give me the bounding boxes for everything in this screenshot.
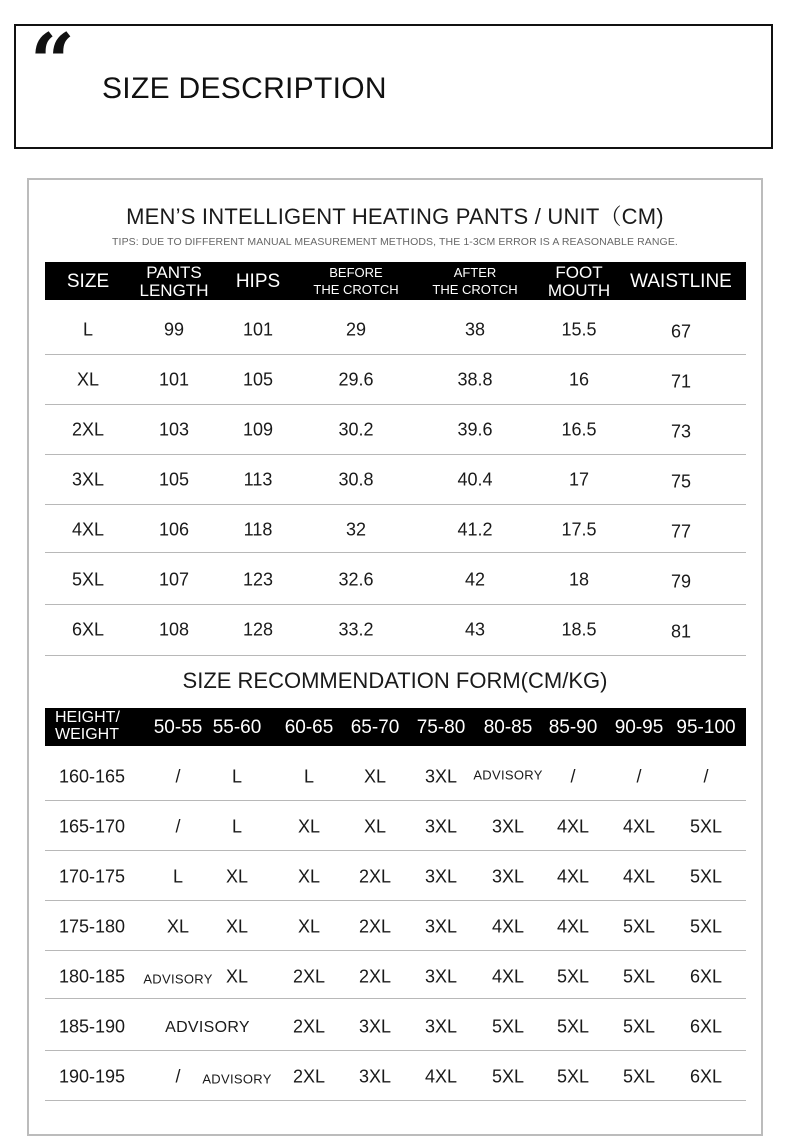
- size-row: [45, 304, 746, 355]
- recommendation-cell: /: [636, 766, 642, 787]
- size-col-header: [548, 262, 610, 300]
- size-cell: 108: [158, 619, 190, 640]
- size-cell: 77: [670, 521, 692, 542]
- recommendation-row: [45, 800, 746, 851]
- recommendation-cell: XL: [225, 866, 249, 887]
- weight-col-header: 95-100: [676, 716, 736, 738]
- recommendation-row: [45, 850, 746, 901]
- size-panel: [27, 178, 763, 1136]
- size-col-header-line: WAISTLINE: [630, 270, 732, 292]
- recommendation-cell: 5XL: [689, 916, 723, 937]
- size-col-header: [630, 262, 732, 300]
- size-cell: 2XL: [71, 419, 105, 440]
- size-cell: 29.6: [338, 369, 374, 390]
- size-cell: 109: [242, 419, 274, 440]
- recommendation-cell: 2XL: [292, 966, 326, 987]
- recommendation-cell: /: [703, 766, 709, 787]
- recommendation-row: [45, 950, 746, 999]
- corner-line: HEIGHT/: [55, 709, 120, 727]
- size-cell: 32.6: [338, 569, 374, 590]
- height-cell: 180-185: [58, 966, 126, 987]
- header-box: [14, 17, 773, 149]
- size-cell: 29: [345, 319, 367, 340]
- recommendation-cell: 5XL: [622, 1016, 656, 1037]
- size-chart-title: MEN’S INTELLIGENT HEATING PANTS / UNIT（CM): [126, 204, 664, 229]
- recommendation-cell: 2XL: [358, 866, 392, 887]
- advisory-cell: ADVISORY: [202, 1071, 272, 1087]
- size-cell: 67: [670, 321, 692, 342]
- recommendation-cell: 5XL: [556, 1066, 590, 1087]
- size-cell: 17: [568, 469, 590, 490]
- size-cell: 106: [158, 519, 190, 540]
- weight-col-header: 90-95: [614, 716, 664, 738]
- size-col-header: [67, 262, 109, 300]
- size-cell: 30.8: [338, 469, 374, 490]
- weight-col-header: 75-80: [416, 716, 466, 738]
- recommendation-cell: 3XL: [358, 1066, 392, 1087]
- recommendation-cell: 3XL: [424, 816, 458, 837]
- size-col-header: [432, 262, 517, 300]
- recommendation-cell: 4XL: [424, 1066, 458, 1087]
- size-cell: 18.5: [561, 619, 597, 640]
- size-cell: 5XL: [71, 569, 105, 590]
- recommendation-cell: XL: [297, 866, 321, 887]
- size-cell: XL: [76, 369, 100, 390]
- size-col-header-line: SIZE: [66, 270, 110, 292]
- recommendation-cell: 5XL: [622, 916, 656, 937]
- recommendation-cell: XL: [225, 916, 249, 937]
- recommendation-cell: XL: [363, 766, 387, 787]
- size-cell: 103: [158, 419, 190, 440]
- size-col-header-line: MOUTH: [547, 280, 611, 300]
- recommendation-cell: 4XL: [622, 816, 656, 837]
- size-cell: 105: [158, 469, 190, 490]
- size-cell: 16.5: [561, 419, 597, 440]
- size-row: [45, 454, 746, 505]
- recommendation-row: [45, 900, 746, 951]
- size-col-header-line: THE CROTCH: [313, 282, 399, 297]
- size-cell: 39.6: [457, 419, 493, 440]
- recommendation-row: [45, 1000, 746, 1051]
- recommendation-cell: 4XL: [622, 866, 656, 887]
- size-cell: 99: [163, 319, 185, 340]
- recommendation-cell: 3XL: [424, 966, 458, 987]
- advisory-cell: ADVISORY: [143, 971, 213, 987]
- recommendation-cell: XL: [363, 816, 387, 837]
- quote-mark-icon: “: [30, 17, 75, 108]
- size-cell: 3XL: [71, 469, 105, 490]
- size-cell: 32: [345, 519, 367, 540]
- recommendation-cell: 5XL: [689, 816, 723, 837]
- recommendation-header: [45, 708, 746, 746]
- recommendation-cell: 5XL: [689, 866, 723, 887]
- size-cell: 15.5: [561, 319, 597, 340]
- size-col-header-line: PANTS: [146, 262, 202, 282]
- recommendation-cell: 5XL: [622, 1066, 656, 1087]
- size-cell: 33.2: [338, 619, 374, 640]
- recommendation-cell: XL: [225, 966, 249, 987]
- advisory-cell: ADVISORY: [473, 767, 543, 783]
- size-row: [45, 554, 746, 605]
- size-cell: 107: [158, 569, 190, 590]
- size-col-header-line: THE CROTCH: [432, 282, 518, 297]
- size-cell: 38: [464, 319, 486, 340]
- recommendation-cell: XL: [297, 916, 321, 937]
- weight-col-header: 50-55: [153, 716, 203, 738]
- size-col-header-line: HIPS: [235, 270, 281, 292]
- size-cell: 71: [670, 371, 692, 392]
- size-cell: 101: [242, 319, 274, 340]
- height-cell: 165-170: [58, 816, 126, 837]
- size-col-header-line: AFTER: [453, 265, 497, 280]
- size-cell: 38.8: [457, 369, 493, 390]
- size-cell: 4XL: [71, 519, 105, 540]
- recommendation-cell: 6XL: [689, 1016, 723, 1037]
- recommendation-cell: 2XL: [292, 1016, 326, 1037]
- size-cell: 113: [243, 469, 273, 490]
- size-col-header-line: LENGTH: [139, 280, 209, 300]
- size-cell: 17.5: [561, 519, 597, 540]
- recommendation-cell: 4XL: [556, 916, 590, 937]
- size-cell: 42: [464, 569, 486, 590]
- size-col-header: [236, 262, 280, 300]
- recommendation-cell: /: [175, 1066, 181, 1087]
- size-cell: 18: [568, 569, 590, 590]
- size-row: [45, 354, 746, 405]
- recommendation-cell: 2XL: [358, 916, 392, 937]
- recommendation-cell: /: [570, 766, 576, 787]
- weight-col-header: 60-65: [284, 716, 334, 738]
- recommendation-cell: /: [175, 816, 181, 837]
- recommendation-cell: 2XL: [358, 966, 392, 987]
- recommendation-cell: 3XL: [424, 916, 458, 937]
- size-cell: 40.4: [457, 469, 493, 490]
- recommendation-cell: 4XL: [491, 966, 525, 987]
- recommendation-cell: 3XL: [358, 1016, 392, 1037]
- corner-line: WEIGHT: [55, 726, 119, 743]
- size-cell: 101: [158, 369, 190, 390]
- recommendation-cell: 3XL: [491, 866, 525, 887]
- recommendation-cell: L: [303, 766, 315, 787]
- height-cell: 160-165: [58, 766, 126, 787]
- size-chart-header: [45, 262, 746, 300]
- recommendation-cell: 5XL: [491, 1066, 525, 1087]
- recommendation-cell: L: [231, 816, 243, 837]
- weight-col-header: 65-70: [350, 716, 400, 738]
- recommendation-row: [45, 750, 746, 801]
- size-row: [45, 504, 746, 553]
- weight-col-header: 55-60: [212, 716, 262, 738]
- size-col-header: [140, 262, 209, 300]
- page-title: SIZE DESCRIPTION: [102, 72, 387, 105]
- recommendation-cell: /: [175, 766, 181, 787]
- size-cell: 105: [242, 369, 274, 390]
- size-cell: 79: [670, 571, 692, 592]
- size-row: [45, 404, 746, 455]
- size-chart-tips: TIPS: DUE TO DIFFERENT MANUAL MEASUREMENT METHODS, THE 1-3CM ERROR IS A REASONABLE RANGE.: [112, 236, 678, 248]
- size-cell: 41.2: [457, 519, 493, 540]
- recommendation-cell: L: [172, 866, 184, 887]
- size-cell: 118: [243, 519, 273, 540]
- size-cell: 6XL: [71, 619, 105, 640]
- size-cell: 81: [670, 621, 692, 642]
- recommendation-cell: 4XL: [556, 816, 590, 837]
- size-cell: 73: [670, 421, 692, 442]
- recommendation-cell: 4XL: [491, 916, 525, 937]
- recommendation-cell: 6XL: [689, 966, 723, 987]
- size-row: [45, 604, 746, 656]
- size-cell: 43: [464, 619, 486, 640]
- size-cell: L: [82, 319, 94, 340]
- recommendation-cell: XL: [166, 916, 190, 937]
- weight-col-header: 80-85: [483, 716, 533, 738]
- recommendation-cell: XL: [297, 816, 321, 837]
- recommendation-cell: 3XL: [424, 1016, 458, 1037]
- recommendation-cell: 5XL: [556, 966, 590, 987]
- height-cell: 190-195: [58, 1066, 126, 1087]
- recommendation-cell: 5XL: [622, 966, 656, 987]
- size-cell: 30.2: [338, 419, 374, 440]
- recommendation-cell: 5XL: [556, 1016, 590, 1037]
- advisory-merged-cell: ADVISORY: [165, 1019, 250, 1036]
- recommendation-cell: 3XL: [491, 816, 525, 837]
- recommendation-cell: L: [231, 766, 243, 787]
- size-cell: 123: [242, 569, 274, 590]
- size-cell: 16: [568, 369, 590, 390]
- recommendation-corner-header: [55, 708, 120, 746]
- height-cell: 170-175: [58, 866, 126, 887]
- recommendation-cell: 3XL: [424, 866, 458, 887]
- size-cell: 128: [242, 619, 274, 640]
- size-col-header-line: FOOT: [555, 262, 603, 282]
- recommendation-cell: 3XL: [424, 766, 458, 787]
- recommendation-cell: 5XL: [491, 1016, 525, 1037]
- recommendation-title: SIZE RECOMMENDATION FORM(CM/KG): [182, 668, 608, 693]
- recommendation-row: [45, 1050, 746, 1101]
- size-col-header: [313, 262, 398, 300]
- weight-col-header: 85-90: [548, 716, 598, 738]
- recommendation-cell: 4XL: [556, 866, 590, 887]
- height-cell: 185-190: [58, 1016, 126, 1037]
- size-cell: 75: [670, 471, 692, 492]
- recommendation-cell: 6XL: [689, 1066, 723, 1087]
- size-col-header-line: BEFORE: [329, 265, 383, 280]
- recommendation-cell: 2XL: [292, 1066, 326, 1087]
- height-cell: 175-180: [58, 916, 126, 937]
